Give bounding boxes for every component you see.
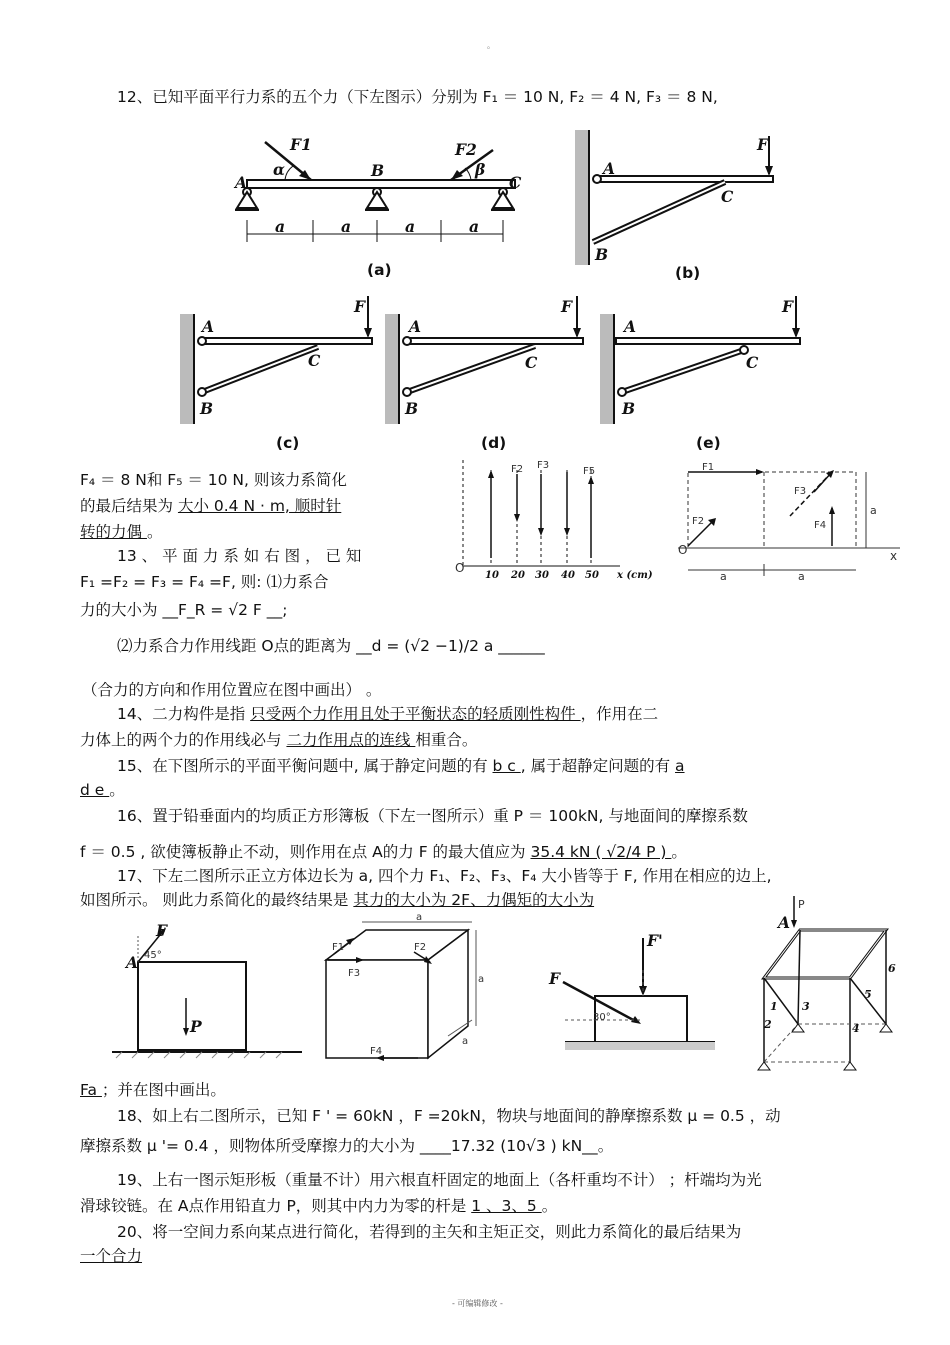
label-F3: F3 [794, 486, 807, 497]
page-footer: - 可编辑修改 - [452, 1299, 503, 1308]
label-alpha: α [273, 160, 285, 179]
label-F5: F5 [583, 466, 596, 477]
label-F1: F1 [702, 462, 715, 473]
label-F: F [782, 297, 794, 316]
label-Fp: F' [647, 931, 663, 950]
dim-a-depth: a [462, 1036, 469, 1047]
angle-45: 45° [144, 950, 162, 961]
label-C: C [509, 173, 522, 192]
header-mark: 。 [487, 41, 495, 50]
label-F: F [757, 135, 769, 154]
q15-answer-3: d e [80, 781, 110, 799]
tick-20: 20 [511, 570, 525, 581]
rod-5: 5 [864, 988, 872, 1001]
label-B: B [371, 161, 385, 180]
q15-answer-1: b c [492, 757, 521, 775]
q15-line1: 15、在下图所示的平面平衡问题中, 属于静定问题的有 b c , 属于超静定问题的有 a [117, 757, 685, 775]
q14-answer-1: 只受两个力作用且处于平衡状态的轻质刚性构件 [250, 705, 581, 723]
q19-line1: 19、上右一图示矩形板（重量不计）用六根直杆固定的地面上（各杆重均不计） ；杆端均为光 [117, 1171, 762, 1189]
label-F2: F2 [455, 140, 477, 159]
rod-2: 2 [764, 1018, 772, 1031]
q14-answer-2: 二力作用点的连线 [286, 731, 416, 749]
axis-x: x [890, 549, 898, 563]
figure-block-friction [545, 930, 725, 1060]
label-A: A [235, 173, 248, 192]
label-B: B [595, 245, 609, 264]
parallel-force-graph [455, 460, 653, 585]
label-O: O [455, 561, 465, 575]
q17-line1: 17、下左二图所示正立方体边长为 a, 四个力 F₁、F₂、F₃、F₄ 大小皆等于 F, 作用在相应的边上, [117, 867, 772, 885]
figure-space-frame [750, 892, 910, 1072]
dim-a-1: a [720, 570, 727, 583]
label-F: F [354, 297, 366, 316]
figure-b-bracket [575, 130, 785, 280]
q16-line2: f ＝ 0.5 , 欲使簿板静止不动，则作用在点 A的力 F 的最大值应为 35.4 kN ( √2/4 P ) 。 [80, 843, 687, 861]
q19-answer: 1 、3、5 [471, 1197, 542, 1215]
figure-cube [318, 912, 488, 1070]
tick-10: 10 [485, 570, 499, 581]
label-F2: F2 [692, 516, 705, 527]
q12-answer-2: 转的力偶 [80, 523, 147, 541]
figure-d-bracket [385, 292, 595, 452]
q17-answer-1: 其力的大小为 2F、力偶矩的大小为 [353, 891, 595, 909]
rod-3: 3 [802, 1000, 810, 1013]
label-F3: F3 [537, 460, 550, 471]
rod-1: 1 [770, 1000, 778, 1013]
figure-a-beam [235, 130, 535, 280]
q12-line4: 转的力偶 。 [80, 523, 163, 541]
label-B: B [622, 399, 636, 418]
q17-line3: Fa ；并在图中画出。 [80, 1081, 226, 1099]
q19-line2: 滑球铰链。在 A点作用铅直力 P，则其中内力为零的杆是 1 、3、5 。 [80, 1197, 558, 1215]
q13-line4: ⑵力系合力作用线距 O点的距离为 __d = (√2 −1)/2 a ______ [117, 637, 545, 655]
q16-answer: 35.4 kN ( √2/4 P ) [530, 843, 672, 861]
q13-line5: （合力的方向和作用位置应在图中画出） 。 [82, 681, 382, 699]
q17-answer-2: Fa [80, 1081, 102, 1099]
dim-a-2: a [798, 570, 805, 583]
label-F1: F1 [290, 135, 312, 154]
q13-answer-1: __F_R = √2 F __ [162, 601, 283, 619]
dim-a4: a [469, 217, 480, 236]
label-F2: F2 [414, 942, 427, 953]
caption-c: (c) [276, 434, 300, 452]
caption-d: (d) [481, 434, 507, 452]
q13-line3: 力的大小为 __F_R = √2 F __; [80, 601, 288, 619]
q18-answer: ____17.32 (10√3 ) kN__ [419, 1137, 598, 1155]
q14-line1: 14、二力构件是指 只受两个力作用且处于平衡状态的轻质刚性构件 ，作用在二 [117, 705, 659, 723]
q12-answer-1: 大小 0.4 N · m, 顺时针 [177, 497, 342, 515]
figure-e-bracket [600, 292, 810, 452]
axis-x-label: x (cm) [617, 570, 653, 581]
dim-a-top: a [416, 912, 423, 923]
dim-a-vert: a [870, 504, 877, 517]
q20-line2 [80, 1246, 142, 1266]
rod-6: 6 [888, 962, 896, 975]
label-A: A [409, 317, 422, 336]
q15-line2: d e 。 [80, 781, 125, 799]
label-C: C [721, 187, 734, 206]
label-F3: F3 [348, 968, 361, 979]
rod-4: 4 [852, 1022, 860, 1035]
q20-line1: 20、将一空间力系向某点进行简化，若得到的主矢和主矩正交，则此力系简化的最后结果为 [117, 1223, 742, 1241]
q12-line1: 12、已知平面平行力系的五个力（下左图示）分别为 F₁ ＝ 10 N, F₂ ＝ 4 N, F₃ ＝ 8 N, [117, 88, 718, 106]
label-B: B [200, 399, 214, 418]
label-F4: F4 [370, 1046, 383, 1057]
q13-line2: F₁ =F₂ = F₃ = F₄ =F, 则: ⑴力系合 [80, 573, 329, 591]
q13-line1: 13 、 平 面 力 系 如 右 图 ， 已 知 [117, 547, 362, 565]
q15-answer-2: a [675, 757, 685, 775]
label-A: A [126, 953, 139, 972]
q18-line2: 摩擦系数 μ '= 0.4 ，则物体所受摩擦力的大小为 ____17.32 (10√3 ) kN__。 [80, 1137, 614, 1155]
dim-a1: a [275, 217, 286, 236]
q16-line1: 16、置于铅垂面内的均质正方形簿板（下左一图所示）重 P ＝ 100kN, 与地面间的摩擦系数 [117, 807, 748, 825]
caption-a: (a) [367, 261, 392, 279]
label-F1: F1 [332, 942, 345, 953]
square-force-graph [678, 460, 908, 585]
label-B: B [405, 399, 419, 418]
label-O: O [678, 543, 688, 557]
label-P: P [798, 898, 805, 911]
caption-b: (b) [675, 264, 701, 282]
label-F: F [549, 969, 561, 988]
dim-a3: a [405, 217, 416, 236]
q20-answer: 一个合力 [80, 1247, 143, 1265]
figure-square-plate [112, 922, 312, 1062]
q12-line3: 的最后结果为 大小 0.4 N · m, 顺时针 [80, 497, 342, 515]
label-F: F [561, 297, 573, 316]
label-F2: F2 [511, 464, 524, 475]
tick-50: 50 [585, 570, 599, 581]
q18-line1: 18、如上右二图所示，已知 F ' = 60kN ，F =20kN，物块与地面间的静摩擦系数 μ = 0.5 ，动 [117, 1107, 781, 1125]
q13-answer-2: __d = (√2 −1)/2 a ______ [356, 637, 545, 655]
tick-30: 30 [535, 570, 549, 581]
label-P: P [190, 1017, 202, 1036]
tick-40: 40 [561, 570, 575, 581]
label-C: C [308, 351, 321, 370]
caption-e: (e) [696, 434, 721, 452]
label-A: A [624, 317, 637, 336]
label-F: F [156, 921, 168, 940]
label-C: C [525, 353, 538, 372]
q14-line2: 力体上的两个力的作用线必与 二力作用点的连线 相重合。 [80, 731, 478, 749]
label-A: A [778, 913, 791, 932]
label-F4: F4 [814, 520, 827, 531]
q17-line2: 如图所示。 则此力系简化的最终结果是 其力的大小为 2F、力偶矩的大小为 [80, 891, 595, 909]
label-A: A [603, 159, 616, 178]
angle-30: 30° [593, 1012, 611, 1023]
dim-a2: a [341, 217, 352, 236]
figure-c-bracket [180, 292, 380, 452]
label-C: C [746, 353, 759, 372]
dim-a-side: a [478, 974, 485, 985]
label-A: A [202, 317, 215, 336]
label-beta: β [475, 160, 486, 179]
q12-line2: F₄ ＝ 8 N和 F₅ ＝ 10 N, 则该力系简化 [80, 471, 347, 489]
